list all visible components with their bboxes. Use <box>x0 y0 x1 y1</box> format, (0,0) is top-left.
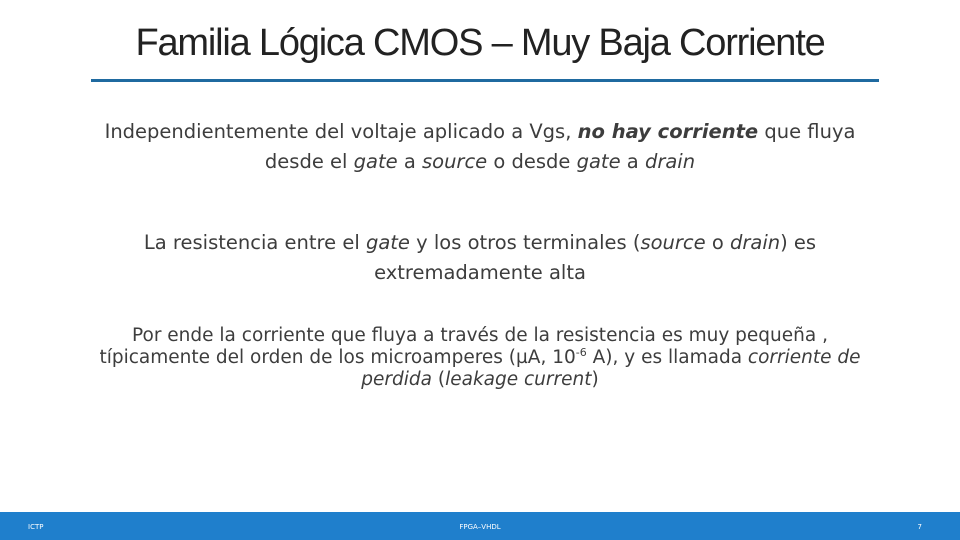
text-line <box>30 347 930 369</box>
title-underline <box>91 79 879 82</box>
term-gate: gate <box>576 150 621 173</box>
text-run: o <box>705 231 730 254</box>
text-run: ) es <box>780 231 817 254</box>
term-source: source <box>421 150 488 173</box>
text-run: que fluya <box>758 120 856 143</box>
paragraph-no-current <box>40 117 920 177</box>
term-leakage-es: corriente de <box>747 347 861 368</box>
text-line: Por ende la corriente que fluya a través de la resistencia es muy pequeña , <box>132 325 828 346</box>
footer-left: ICTP <box>28 523 44 531</box>
text-run: ) <box>591 369 599 390</box>
paragraph-leakage <box>30 325 930 391</box>
footer-bar <box>0 512 960 540</box>
footer-center: FPGA–VHDL <box>459 523 501 531</box>
term-gate: gate <box>365 231 410 254</box>
text-line <box>30 369 930 391</box>
text-run: a <box>620 150 645 173</box>
text-run: o desde <box>487 150 577 173</box>
text-run: típicamente del orden de los microamperes (µA, 10 <box>99 347 576 368</box>
term-drain: drain <box>729 231 781 254</box>
text-run: extremadamente alta <box>374 261 586 284</box>
text-run: a <box>397 150 422 173</box>
emphasis-text: no hay corriente <box>577 120 759 143</box>
paragraph-resistance <box>40 228 920 288</box>
slide-title: Familia Lógica CMOS – Muy Baja Corriente <box>135 22 825 64</box>
text-run: Independientemente del voltaje aplicado a Vgs, <box>104 120 578 143</box>
term-source: source <box>640 231 706 254</box>
term-gate: gate <box>353 150 398 173</box>
text-run: La resistencia entre el <box>143 231 366 254</box>
text-run: ( <box>431 369 446 390</box>
text-run: y los otros terminales ( <box>409 231 641 254</box>
page-number: 7 <box>917 523 922 531</box>
term-perdida: perdida <box>361 369 432 390</box>
text-run: desde el <box>264 150 354 173</box>
term-leakage-current: leakage current <box>445 369 592 390</box>
term-drain: drain <box>644 150 696 173</box>
exponent: -6 <box>575 345 587 359</box>
text-run: A), y es llamada <box>586 347 748 368</box>
